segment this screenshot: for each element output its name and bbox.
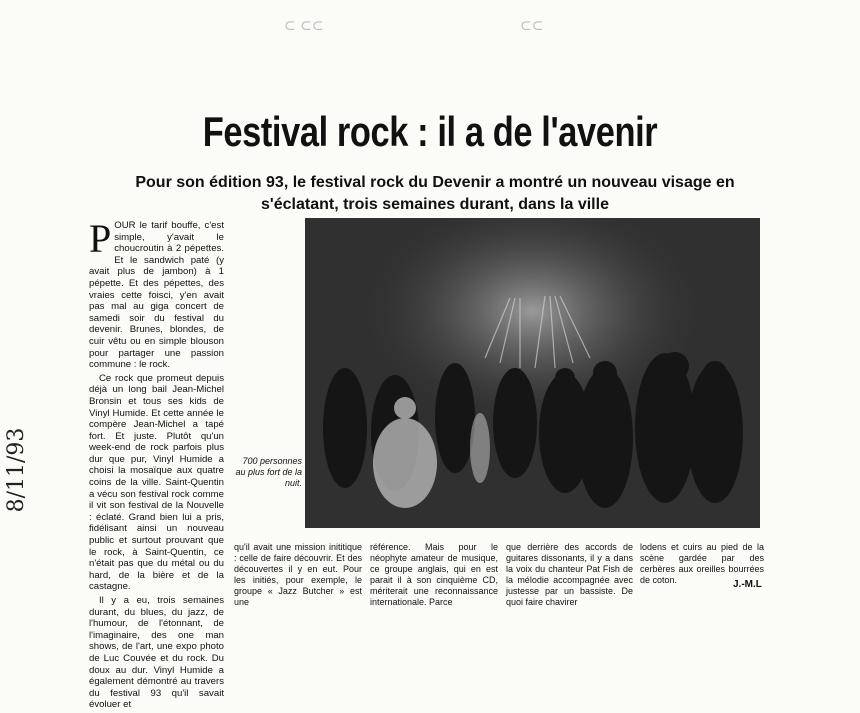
handwritten-date-annotation: [4, 380, 38, 560]
concert-crowd-photo: [305, 218, 760, 528]
paragraph-1-text: OUR le tarif bouffe, c'est simple, y'avait le choucroutin à 2 pépettes. Et le sandwich paté (y avait plus de jambon) à 1 pépette. Et des pépettes, des vraies cette foisci, y'en avait pas mal au giga concert de samedi soir du festival du devenir. Brunes, blondes, de cuir vêtu ou en simple blouson pour partager une passion commune : le rock.: [89, 220, 224, 371]
article-column-4: que derrière des accords de guitares dissonants, il y a dans la voix du chanteur Pat Fish de la mélodie accompagnée avec justesse par un bassiste. De quoi faire chavirer: [506, 542, 633, 607]
article-column-3: référence. Mais pour le néophyte amateur de musique, ce groupe anglais, qui en est parait il à son cinquième CD, mériterait une reconnaissance internationale. Parce: [370, 542, 498, 607]
article-column-1: [89, 216, 224, 713]
paragraph-3: Il y a eu, trois semaines durant, du blues, du jazz, de l'humour, de l'étonnant, de l'imaginaire, des one man shows, de l'art, une expo photo de Luc Couvée et du rock. Du doux au dur. Vinyl Humide a également démontré au travers du festival 93 qu'il savait évoluer et: [89, 595, 224, 711]
paragraph-1: [89, 216, 224, 371]
article-column-2: qu'il avait une mission inititique : celle de faire découvrir. Et des découvertes il y en eut. Pour les initiés, pour exemple, le groupe « Jazz Butcher » est une: [234, 542, 362, 607]
paragraph-2: Ce rock que promeut depuis déjà un long bail Jean-Michel Bronsin et tous ses kids de Vinyl Humide. Et cette année le compère Jean-Michel a tapé fort. Et juste. Plutôt qu'un week-end de rock parfois plus dur que pur, Vinyl Humide a choisi la mosaïque aux quatre coins de la ville. Saint-Quentin a vécu son festival rock comme il vit son festival de la Nouvelle : éclaté. Grand bien lui a pris, fidélisant ainsi un nouveau public et surtout prouvant que le rock, à Saint-Quentin, ce n'était pas que du métal ou du hard, de la bière et de la castagne.: [89, 372, 224, 593]
punch-hole-mark: ⊂⊂: [520, 18, 544, 34]
article-column-5: lodens et cuirs au pied de la scène gardée par des cerbères aux oreilles bourrées de coton.: [640, 542, 764, 585]
photo-caption: 700 personnes au plus fort de la nuit.: [235, 456, 302, 488]
headline: Festival rock : il a de l'avenir: [202, 108, 658, 155]
author-signature: J.-M.L: [733, 579, 762, 590]
concert-photo-illustration: [305, 218, 760, 528]
subheadline: Pour son édition 93, le festival rock du Devenir a montré un nouveau visage en s'éclatant, trois semaines durant, dans la ville: [135, 174, 735, 213]
handwritten-date: 8/11/93: [4, 427, 29, 513]
punch-hole-mark: ⊂ ⊂⊂: [284, 18, 324, 34]
drop-cap: P: [89, 216, 112, 261]
